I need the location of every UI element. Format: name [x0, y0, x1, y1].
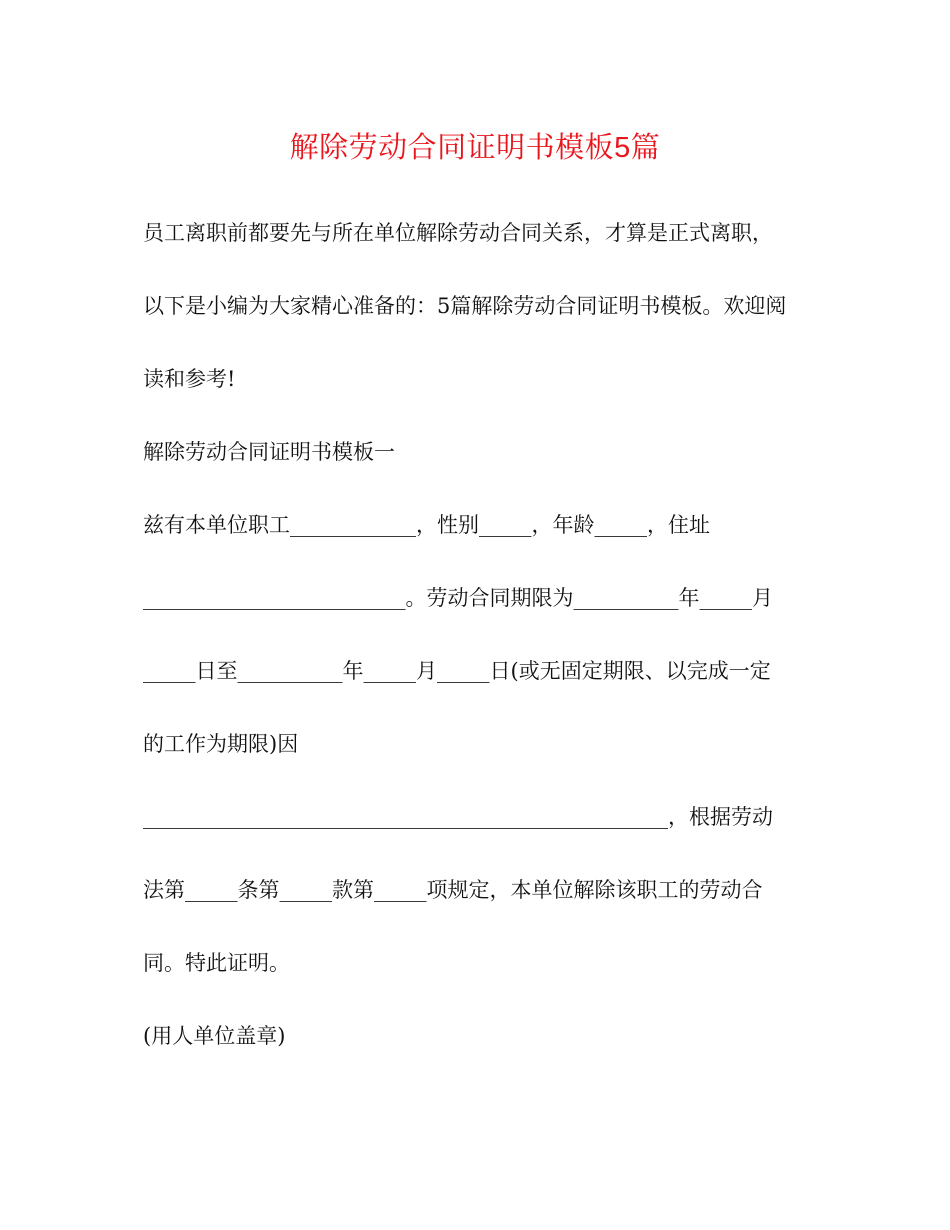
body-line-5: __________________________________________________，根据劳动: [143, 805, 773, 829]
body-line-7: 同。特此证明。: [143, 951, 290, 975]
intro-line-3: 读和参考!: [143, 367, 236, 391]
seal-line: (用人单位盖章): [143, 1024, 286, 1048]
body-line-4: 的工作为期限)因: [143, 732, 299, 756]
section-heading: 解除劳动合同证明书模板一: [143, 440, 395, 464]
body-line-1: 兹有本单位职工____________，性别_____，年龄_____，住址: [143, 513, 710, 537]
document-title: 解除劳动合同证明书模板5篇: [289, 132, 661, 164]
body-line-2: _________________________。劳动合同期限为__________年_____月: [143, 586, 773, 610]
body-line-3: _____日至__________年_____月_____日(或无固定期限、以完成一定: [143, 659, 771, 683]
intro-line-2: 以下是小编为大家精心准备的：5篇解除劳动合同证明书模板。欢迎阅: [143, 294, 787, 318]
intro-line-1: 员工离职前都要先与所在单位解除劳动合同关系，才算是正式离职，: [143, 221, 773, 245]
body-line-6: 法第_____条第_____款第_____项规定，本单位解除该职工的劳动合: [143, 878, 763, 902]
